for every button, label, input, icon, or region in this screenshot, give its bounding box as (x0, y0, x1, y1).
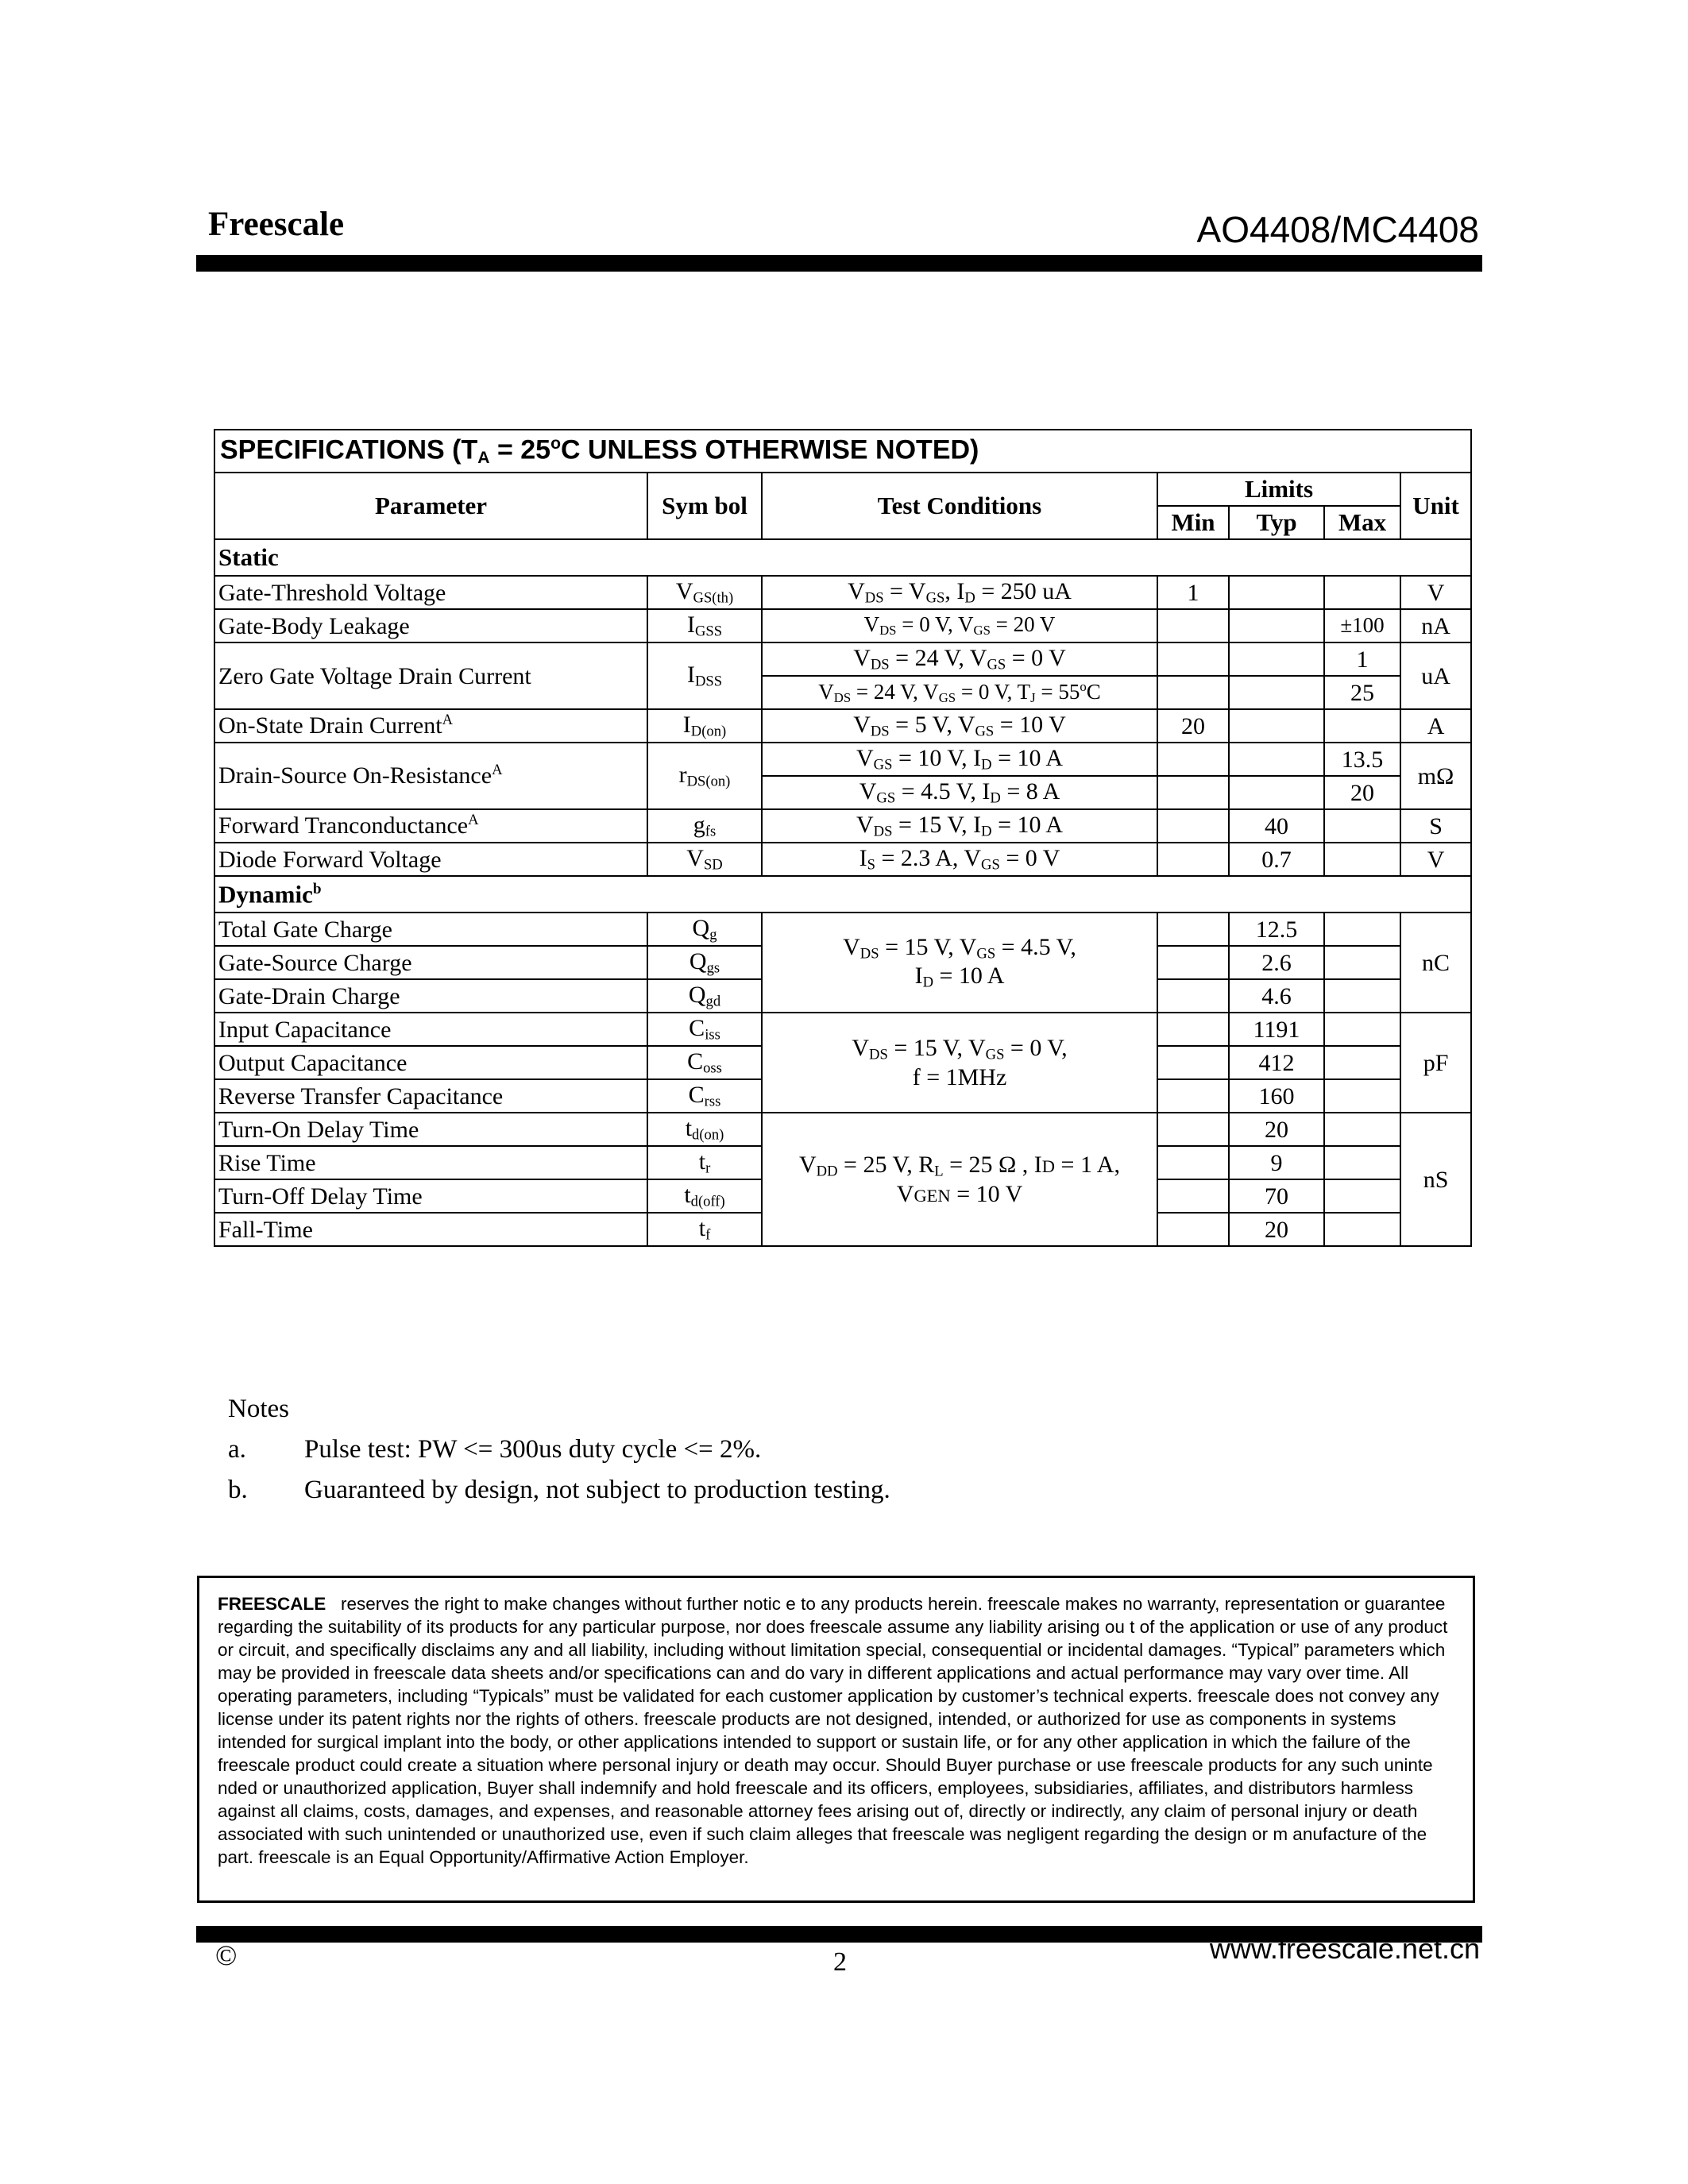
unit: S (1400, 809, 1471, 843)
max-value: ±100 (1324, 609, 1400, 642)
typ-value: 12.5 (1229, 913, 1324, 946)
param-name: Gate-Threshold Voltage (214, 576, 647, 609)
col-header-max: Max (1324, 506, 1400, 539)
param-name: Forward Tranconductance$^A$ (214, 809, 647, 843)
copyright-icon: © (215, 1939, 238, 1971)
symbol: $t_{d(on)}$ (647, 1113, 762, 1146)
typ-value: 40 (1229, 809, 1324, 843)
typ-value: 9 (1229, 1146, 1324, 1179)
table-row (214, 809, 1471, 843)
note-label: a. (228, 1435, 246, 1464)
page-number: 2 (833, 1947, 847, 1977)
symbol: $C_{rss}$ (647, 1079, 762, 1113)
col-header-parameter: Parameter (214, 473, 647, 539)
param-name: Fall-Time (214, 1213, 647, 1246)
table-row (214, 576, 1471, 609)
test-condition: $V_{DS} = V_{GS}$, $I_D = 250$ uA (762, 576, 1157, 609)
table-row (214, 642, 1471, 676)
table-row (214, 913, 1471, 946)
typ-value: 4.6 (1229, 979, 1324, 1013)
test-condition: $V_{GS} = 4.5$ V, $I_D = 8$ A (762, 776, 1157, 809)
test-condition: $V_{DS} = 15$ V, $I_D = 10$ A (762, 809, 1157, 843)
section-static: Static (214, 539, 1471, 576)
unit: V (1400, 843, 1471, 876)
notes-title: Notes (228, 1395, 289, 1423)
symbol: $Q_{gs}$ (647, 946, 762, 979)
param-name: Gate-Body Leakage (214, 609, 647, 642)
part-number: AO4408/MC4408 (1196, 209, 1479, 250)
notes (228, 1389, 890, 1511)
section-dynamic: Dynamic$^b$ (214, 876, 1471, 913)
param-name: Rise Time (214, 1146, 647, 1179)
typ-value: 1191 (1229, 1013, 1324, 1046)
param-name: Zero Gate Voltage Drain Current (214, 642, 647, 709)
typ-value: 160 (1229, 1079, 1324, 1113)
header-rule (196, 255, 1482, 272)
col-header-unit: Unit (1400, 473, 1471, 539)
col-header-conditions: Test Conditions (762, 473, 1157, 539)
note-item (228, 1470, 890, 1511)
col-header-limits: Limits (1157, 473, 1400, 506)
max-value: 25 (1324, 676, 1400, 709)
test-condition: $V_{DS} = 15$ V, $V_{GS} = 4.5$ V, $I_D = 10$ A (762, 913, 1157, 1013)
symbol: $C_{iss}$ (647, 1013, 762, 1046)
test-condition: $V_{DS} = 15$ V, $V_{GS} = 0$ V, f = 1MHz (762, 1013, 1157, 1113)
param-name: Drain-Source On-Resistance$^A$ (214, 743, 647, 809)
unit: pF (1400, 1013, 1471, 1113)
table-row (214, 843, 1471, 876)
col-header-symbol: Sym bol (647, 473, 762, 539)
param-name: Turn-On Delay Time (214, 1113, 647, 1146)
disclaimer-body: reserves the right to make changes without further notic e to any products herein. freescale makes no warranty, representation or guarantee regarding the suitability of its products for any particular purpose, nor does freescale assume any liability arising ou t of the application or use of any product or circuit, and specifically disclaims any and all liability, including without limitation special, consequential or incidental damages. “Typical” parameters which may be provided in freescale data sheets and/or specifications can and do vary in different applications and actual performance may vary over time. All operating parameters, including “Typicals” must be validated for each customer application by customer’s technical experts. freescale does not convey any license under its patent rights nor the rights of others. freescale products are not designed, intended, or authorized for use as components in systems intended for surgical implant into the body, or other applications intended to support or sustain life, or for any other application in which the failure of the freescale product could create a situation where personal injury or death may occur. Should Buyer purchase or use freescale products for any such uninte nded or unauthorized application, Buyer shall indemnify and hold freescale and its officers, employees, subsidiaries, affiliates, and distributors harmless against all claims, costs, damages, and expenses, and reasonable attorney fees arising out of, directly or indirectly, any claim of personal injury or death associated with such unintended or unauthorized use, even if such claim alleges that freescale was negligent regarding the design or m anufacture of the part. freescale is an Equal Opportunity/Affirmative Action Employer. (218, 1594, 1448, 1867)
disclaimer-lead: FREESCALE (218, 1594, 326, 1614)
col-header-min: Min (1157, 506, 1229, 539)
col-header-typ: Typ (1229, 506, 1324, 539)
param-name: Total Gate Charge (214, 913, 647, 946)
unit: nS (1400, 1113, 1471, 1246)
max-value: 13.5 (1324, 743, 1400, 776)
min-value: 20 (1157, 709, 1229, 743)
test-condition: $V_{DD} = 25$ V, $R_L = 25$ Ω , ID = 1 A, VGEN = 10 V (762, 1113, 1157, 1246)
typ-value: 2.6 (1229, 946, 1324, 979)
table-row (214, 709, 1471, 743)
table-title: SPECIFICATIONS ($T_A = 25^oC$ UNLESS OTHERWISE NOTED) (214, 430, 1471, 473)
test-condition: $V_{DS} = 24$ V, $V_{GS} = 0$ V (762, 642, 1157, 676)
max-value: 20 (1324, 776, 1400, 809)
note-text: Guaranteed by design, not subject to production testing. (304, 1476, 890, 1504)
symbol: $V_{GS(th)}$ (647, 576, 762, 609)
test-condition: $V_{DS} = 24$ V, $V_{GS} = 0$ V, $T_J = 55^oC$ (762, 676, 1157, 709)
symbol: $I_{GSS}$ (647, 609, 762, 642)
test-condition: $I_S = 2.3$ A, $V_{GS} = 0$ V (762, 843, 1157, 876)
typ-value: 412 (1229, 1046, 1324, 1079)
symbol: $C_{oss}$ (647, 1046, 762, 1079)
symbol: $t_f$ (647, 1213, 762, 1246)
param-name: Gate-Drain Charge (214, 979, 647, 1013)
min-value: 1 (1157, 576, 1229, 609)
symbol: $t_r$ (647, 1146, 762, 1179)
table-row (214, 609, 1471, 642)
test-condition: $V_{DS} = 0$ V, $V_{GS} = 20$ V (762, 609, 1157, 642)
note-item (228, 1430, 890, 1470)
table-row (214, 1113, 1471, 1146)
param-name: On-State Drain Current$^A$ (214, 709, 647, 743)
unit: nA (1400, 609, 1471, 642)
param-name: Gate-Source Charge (214, 946, 647, 979)
note-label: b. (228, 1476, 248, 1504)
param-name: Turn-Off Delay Time (214, 1179, 647, 1213)
unit: A (1400, 709, 1471, 743)
test-condition: $V_{GS} = 10$ V, $I_D = 10$ A (762, 743, 1157, 776)
typ-value: 20 (1229, 1213, 1324, 1246)
table-row (214, 1013, 1471, 1046)
table-row (214, 743, 1471, 776)
symbol: $g_{fs}$ (647, 809, 762, 843)
symbol: $Q_{gd}$ (647, 979, 762, 1013)
typ-value: 20 (1229, 1113, 1324, 1146)
param-name: Output Capacitance (214, 1046, 647, 1079)
unit: uA (1400, 642, 1471, 709)
symbol: $I_{DSS}$ (647, 642, 762, 709)
test-condition: $V_{DS} = 5$ V, $V_{GS} = 10$ V (762, 709, 1157, 743)
max-value: 1 (1324, 642, 1400, 676)
unit: nC (1400, 913, 1471, 1013)
symbol: $V_{SD}$ (647, 843, 762, 876)
website-link[interactable]: www.freescale.net.cn (1209, 1932, 1480, 1965)
symbol: $Q_g$ (647, 913, 762, 946)
symbol: $I_{D(on)}$ (647, 709, 762, 743)
legal-disclaimer (197, 1576, 1475, 1903)
param-name: Reverse Transfer Capacitance (214, 1079, 647, 1113)
typ-value: 70 (1229, 1179, 1324, 1213)
symbol: $r_{DS(on)}$ (647, 743, 762, 809)
brand-name: Freescale (208, 206, 345, 243)
specifications-table (214, 429, 1472, 1247)
unit: mΩ (1400, 743, 1471, 809)
unit: V (1400, 576, 1471, 609)
param-name: Input Capacitance (214, 1013, 647, 1046)
symbol: $t_{d(off)}$ (647, 1179, 762, 1213)
param-name: Diode Forward Voltage (214, 843, 647, 876)
typ-value: 0.7 (1229, 843, 1324, 876)
note-text: Pulse test: PW <= 300us duty cycle <= 2%. (304, 1435, 762, 1464)
